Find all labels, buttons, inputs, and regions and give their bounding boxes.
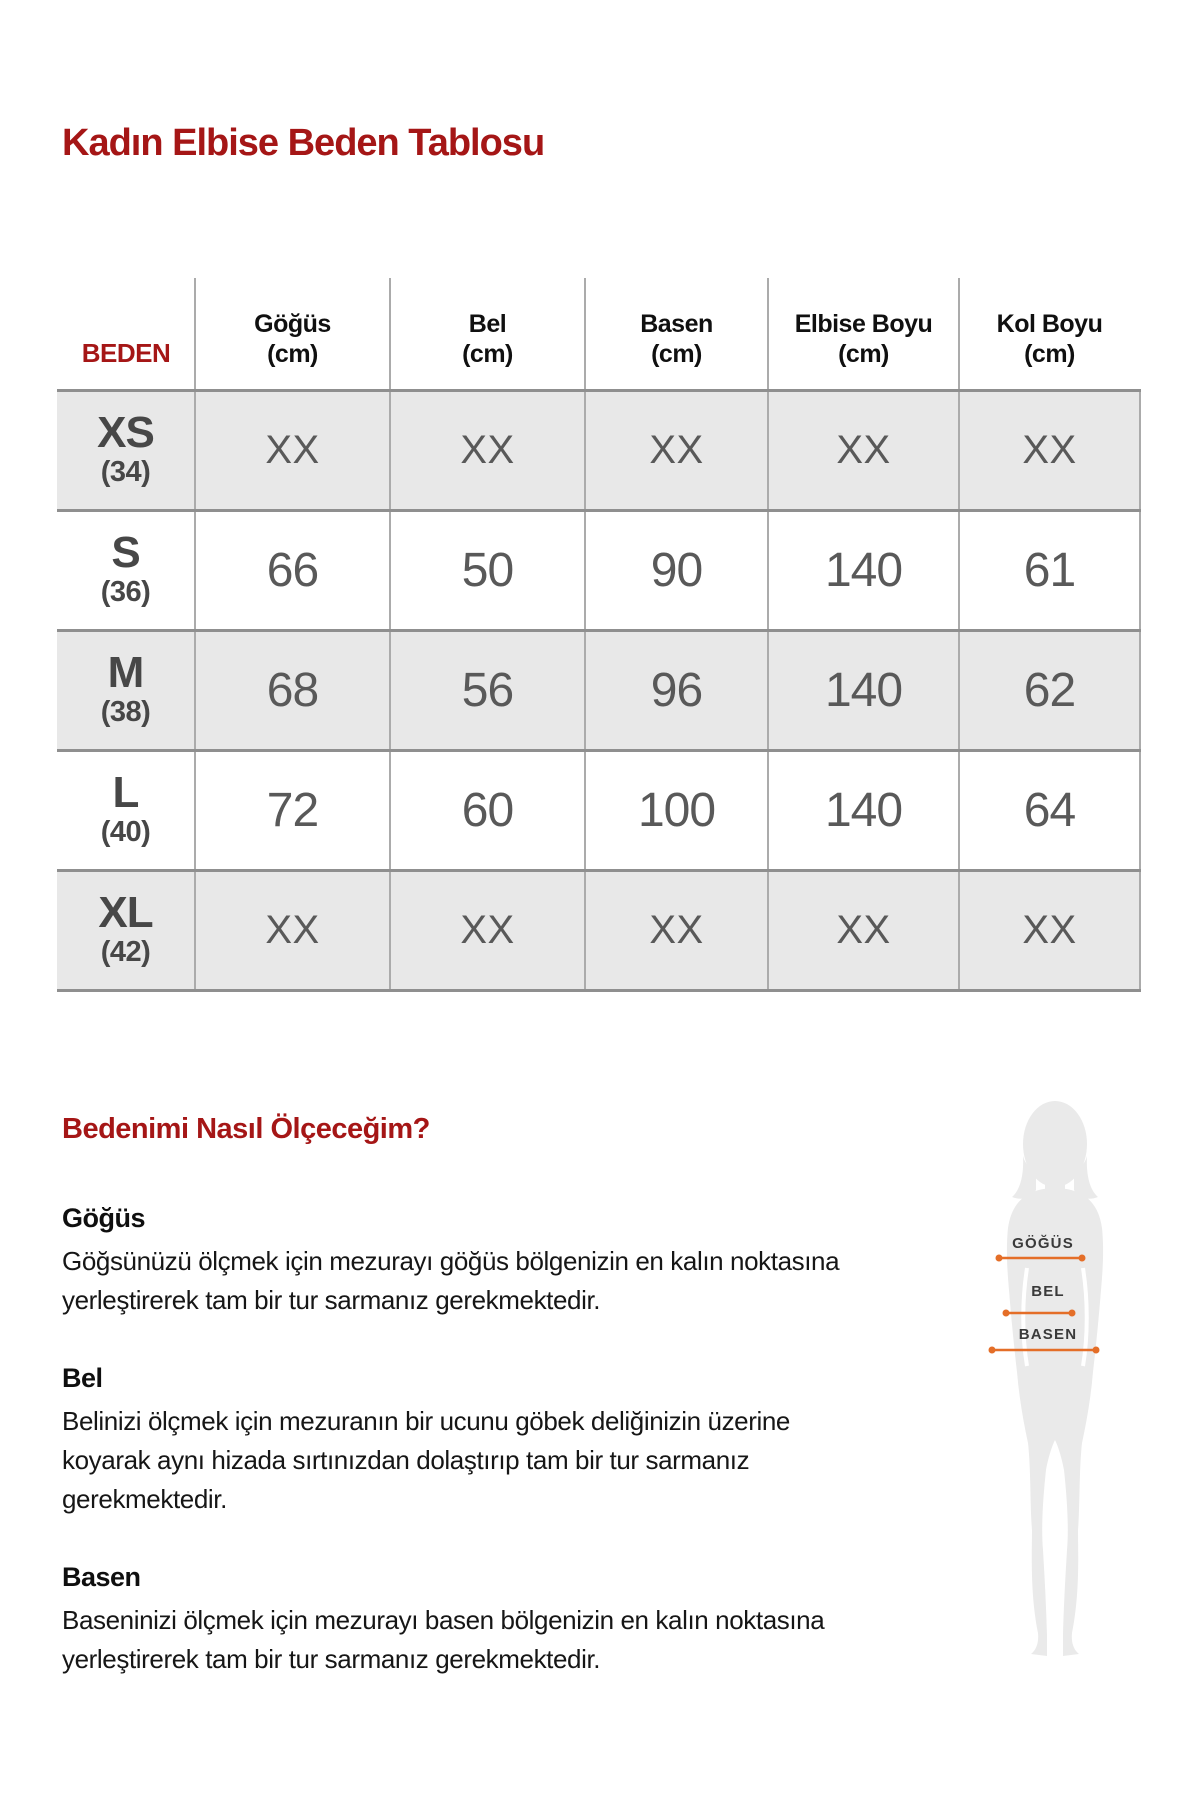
page-title: Kadın Elbise Beden Tablosu xyxy=(62,122,545,164)
guide-text-line: Göğsünüzü ölçmek için mezurayı göğüs bölgenizin en kalın noktasına xyxy=(62,1246,840,1276)
value-cell: 100 xyxy=(585,750,768,870)
value-cell: 90 xyxy=(585,510,768,630)
size-cell: L (40) xyxy=(57,750,195,870)
guide-text-line: Baseninizi ölçmek için mezurayı basen bölgenizin en kalın noktasına xyxy=(62,1605,825,1635)
measurement-figure xyxy=(970,1098,1140,1668)
table-row-s xyxy=(57,510,1140,630)
value-cell: 56 xyxy=(390,630,585,750)
measurement-dot xyxy=(989,1347,996,1354)
size-cell: XS (34) xyxy=(57,390,195,510)
guide-text-line: yerleştirerek tam bir tur sarmanız gerekmektedir. xyxy=(62,1285,601,1315)
guide-text-line: yerleştirerek tam bir tur sarmanız gerekmektedir. xyxy=(62,1644,601,1674)
body-shape xyxy=(1007,1101,1103,1656)
figure-label-gogus: GÖĞÜS xyxy=(1012,1235,1074,1252)
guide-section-title: Basen xyxy=(62,1562,141,1592)
column-header-beden xyxy=(57,248,195,390)
value-cell: XX xyxy=(585,870,768,990)
value-cell: 60 xyxy=(390,750,585,870)
value-cell: XX xyxy=(768,870,959,990)
measurement-dot xyxy=(1079,1255,1086,1262)
value-cell: XX xyxy=(195,870,390,990)
value-cell: 140 xyxy=(768,510,959,630)
value-cell: 68 xyxy=(195,630,390,750)
guide-section-gogus xyxy=(62,1202,882,1320)
value-cell: XX xyxy=(959,870,1140,990)
value-cell: XX xyxy=(195,390,390,510)
value-cell: 96 xyxy=(585,630,768,750)
value-cell: XX xyxy=(959,390,1140,510)
measurement-dot xyxy=(1093,1347,1100,1354)
guide-text-line: gerekmektedir. xyxy=(62,1484,227,1514)
size-cell: S (36) xyxy=(57,510,195,630)
guide-section-title: Göğüs xyxy=(62,1203,145,1233)
table-row-m xyxy=(57,630,1140,750)
measurement-guide xyxy=(62,1112,882,1721)
column-header-gogus: Göğüs (cm) xyxy=(195,248,390,390)
value-cell: 61 xyxy=(959,510,1140,630)
value-cell: 64 xyxy=(959,750,1140,870)
column-header-elbise-boyu: Elbise Boyu (cm) xyxy=(768,248,959,390)
value-cell: 50 xyxy=(390,510,585,630)
measurement-dot xyxy=(996,1255,1003,1262)
guide-section-title: Bel xyxy=(62,1363,103,1393)
measurement-dot xyxy=(1069,1310,1076,1317)
female-body-silhouette xyxy=(970,1098,1140,1668)
size-table xyxy=(57,248,1141,992)
table-header-row xyxy=(57,248,1140,390)
figure-label-bel: BEL xyxy=(1031,1283,1065,1300)
guide-section-basen xyxy=(62,1561,882,1679)
guide-section-bel xyxy=(62,1362,882,1519)
value-cell: 72 xyxy=(195,750,390,870)
table-row-xs xyxy=(57,390,1140,510)
guide-text-line: Belinizi ölçmek için mezuranın bir ucunu göbek deliğinizin üzerine xyxy=(62,1406,790,1436)
value-cell: 66 xyxy=(195,510,390,630)
value-cell: 140 xyxy=(768,630,959,750)
guide-text-line: koyarak aynı hizada sırtınızdan dolaştırıp tam bir tur sarmanız xyxy=(62,1445,750,1475)
value-cell: 140 xyxy=(768,750,959,870)
table-row-xl xyxy=(57,870,1140,990)
measurement-dot xyxy=(1003,1310,1010,1317)
column-header-bel: Bel (cm) xyxy=(390,248,585,390)
figure-label-basen: BASEN xyxy=(1018,1326,1078,1343)
value-cell: XX xyxy=(390,870,585,990)
beden-label: BEDEN xyxy=(81,337,171,368)
guide-heading: Bedenimi Nasıl Ölçeceğim? xyxy=(62,1113,430,1145)
value-cell: 62 xyxy=(959,630,1140,750)
size-table-container xyxy=(57,248,1141,992)
value-cell: XX xyxy=(390,390,585,510)
column-header-basen: Basen (cm) xyxy=(585,248,768,390)
table-row-l xyxy=(57,750,1140,870)
size-cell: XL (42) xyxy=(57,870,195,990)
value-cell: XX xyxy=(585,390,768,510)
size-cell: M (38) xyxy=(57,630,195,750)
value-cell: XX xyxy=(768,390,959,510)
column-header-kol-boyu: Kol Boyu (cm) xyxy=(959,248,1140,390)
